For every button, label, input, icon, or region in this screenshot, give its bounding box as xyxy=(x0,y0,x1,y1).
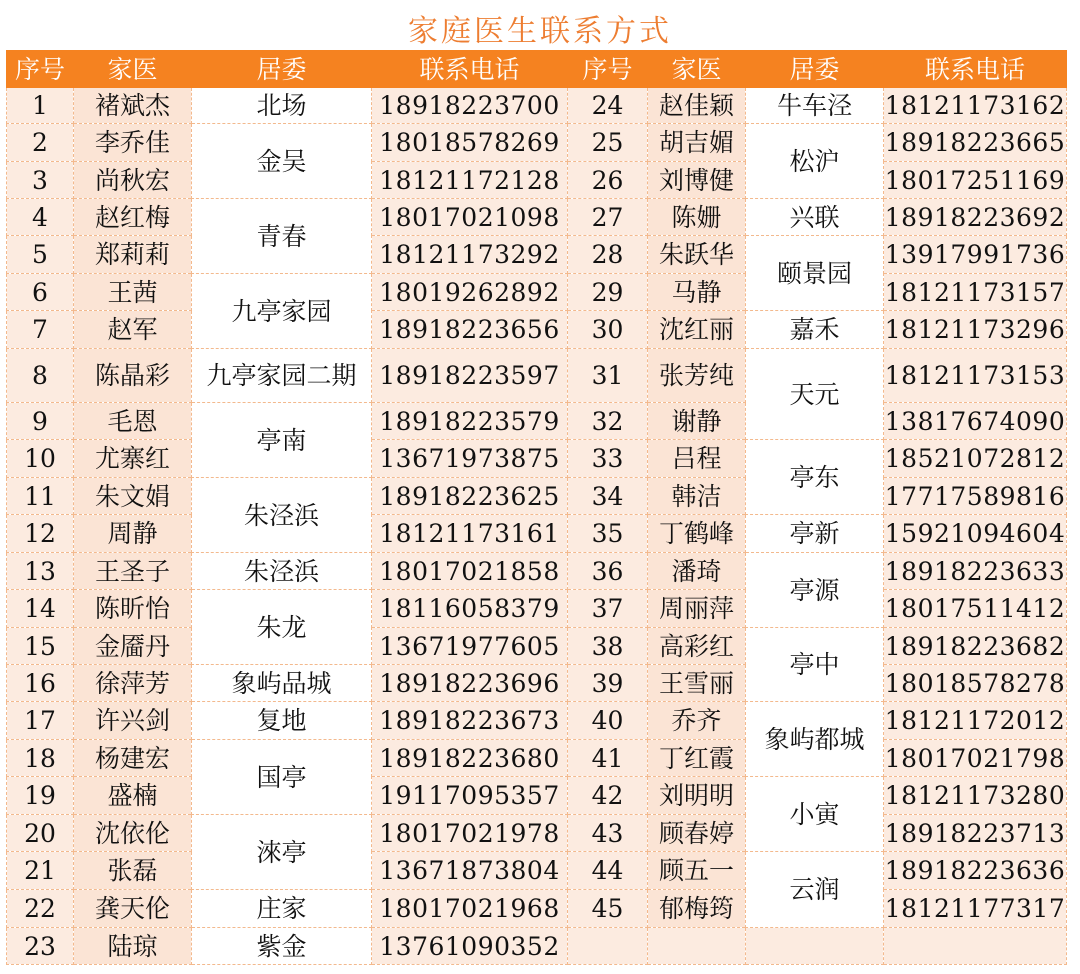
phone-number: 13817674090 xyxy=(884,403,1067,440)
doctor-name: 陆琼 xyxy=(74,928,192,965)
phone-number: 18017251169 xyxy=(884,162,1067,199)
doctor-name: 褚斌杰 xyxy=(74,88,192,124)
row-number: 8 xyxy=(7,349,74,403)
row-number: 40 xyxy=(568,702,648,740)
phone-number: 18918223665 xyxy=(884,124,1067,162)
table-row xyxy=(7,890,1067,928)
contact-table xyxy=(6,50,1067,965)
row-number: 31 xyxy=(568,349,648,403)
doctor-name: 杨建宏 xyxy=(74,740,192,777)
committee-name: 云润 xyxy=(746,852,884,928)
phone-number: 18918223673 xyxy=(372,702,568,740)
table-row xyxy=(7,440,1067,478)
row-number: 15 xyxy=(7,628,74,665)
row-number: 44 xyxy=(568,852,648,890)
table-row xyxy=(7,199,1067,236)
doctor-name: 谢静 xyxy=(648,403,746,440)
doctor-name: 顾春婷 xyxy=(648,815,746,852)
committee-name: 亭新 xyxy=(746,515,884,553)
committee-name: 兴联 xyxy=(746,199,884,236)
committee-name: 小寅 xyxy=(746,777,884,852)
doctor-name: 尚秋宏 xyxy=(74,162,192,199)
header-doctor-2: 家医 xyxy=(648,51,746,88)
row-number: 41 xyxy=(568,740,648,777)
doctor-name: 朱跃华 xyxy=(648,236,746,274)
doctor-name: 王雪丽 xyxy=(648,665,746,702)
phone-number: 18018578278 xyxy=(884,665,1067,702)
row-number: 12 xyxy=(7,515,74,553)
row-number: 21 xyxy=(7,852,74,890)
doctor-name: 尤寨红 xyxy=(74,440,192,478)
committee-name: 嘉禾 xyxy=(746,311,884,349)
row-number: 9 xyxy=(7,403,74,440)
table-row xyxy=(7,349,1067,403)
phone-number: 13671977605 xyxy=(372,628,568,665)
phone-number: 18121173153 xyxy=(884,349,1067,403)
row-number: 16 xyxy=(7,665,74,702)
phone-number: 19117095357 xyxy=(372,777,568,815)
row-number: 39 xyxy=(568,665,648,702)
row-number: 7 xyxy=(7,311,74,349)
row-number: 2 xyxy=(7,124,74,162)
committee-name: 象屿都城 xyxy=(746,702,884,777)
table-row xyxy=(7,740,1067,777)
phone-number: 18918223700 xyxy=(372,88,568,124)
committee-name: 亭南 xyxy=(192,403,372,478)
table-row xyxy=(7,852,1067,890)
phone-number: 18918223680 xyxy=(372,740,568,777)
committee-name: 天元 xyxy=(746,349,884,440)
committee-name: 九亭家园二期 xyxy=(192,349,372,403)
doctor-name: 龚天伦 xyxy=(74,890,192,928)
table-row xyxy=(7,702,1067,740)
table-row xyxy=(7,628,1067,665)
header-committee: 居委 xyxy=(192,51,372,88)
phone-number: 18918223682 xyxy=(884,628,1067,665)
row-number: 17 xyxy=(7,702,74,740)
committee-name: 北场 xyxy=(192,88,372,124)
phone-number: 18017511412 xyxy=(884,590,1067,628)
phone-number: 13671873804 xyxy=(372,852,568,890)
header-no-2: 序号 xyxy=(568,51,648,88)
doctor-name: 陈姗 xyxy=(648,199,746,236)
row-number: 19 xyxy=(7,777,74,815)
doctor-name: 赵佳颖 xyxy=(648,88,746,124)
phone-number: 18121173280 xyxy=(884,777,1067,815)
committee-name: 复地 xyxy=(192,702,372,740)
phone-number: 13761090352 xyxy=(372,928,568,965)
row-number: 20 xyxy=(7,815,74,852)
doctor-name: 毛恩 xyxy=(74,403,192,440)
doctor-name: 周丽萍 xyxy=(648,590,746,628)
row-number: 43 xyxy=(568,815,648,852)
phone-number: 18918223579 xyxy=(372,403,568,440)
phone-number: 18918223656 xyxy=(372,311,568,349)
table-row xyxy=(7,162,1067,199)
row-number: 11 xyxy=(7,478,74,515)
phone-number: 18918223597 xyxy=(372,349,568,403)
doctor-name: 李乔佳 xyxy=(74,124,192,162)
phone-number: 18121173162 xyxy=(884,88,1067,124)
phone-number: 18121177317 xyxy=(884,890,1067,928)
table-row xyxy=(7,236,1067,274)
phone-number: 18017021968 xyxy=(372,890,568,928)
doctor-name: 高彩红 xyxy=(648,628,746,665)
doctor-name: 马静 xyxy=(648,274,746,311)
row-number: 26 xyxy=(568,162,648,199)
doctor-name: 丁红霞 xyxy=(648,740,746,777)
table-row xyxy=(7,311,1067,349)
doctor-name: 盛楠 xyxy=(74,777,192,815)
committee-name: 青春 xyxy=(192,199,372,274)
doctor-name: 陈昕怡 xyxy=(74,590,192,628)
phone-number: 18017021798 xyxy=(884,740,1067,777)
doctor-name: 许兴剑 xyxy=(74,702,192,740)
row-number: 10 xyxy=(7,440,74,478)
phone-number: 17717589816 xyxy=(884,478,1067,515)
committee-name: 亭中 xyxy=(746,628,884,702)
committee-name: 颐景园 xyxy=(746,236,884,311)
doctor-name: 沈依伦 xyxy=(74,815,192,852)
table-row xyxy=(7,777,1067,815)
committee-name: 象屿品城 xyxy=(192,665,372,702)
doctor-name: 朱文娟 xyxy=(74,478,192,515)
table-row xyxy=(7,815,1067,852)
phone-number: 18017021098 xyxy=(372,199,568,236)
row-number: 5 xyxy=(7,236,74,274)
header-phone: 联系电话 xyxy=(372,51,568,88)
doctor-name: 胡吉媚 xyxy=(648,124,746,162)
table-row xyxy=(7,124,1067,162)
committee-name: 九亭家园 xyxy=(192,274,372,349)
phone-number: 18121173157 xyxy=(884,274,1067,311)
row-number: 23 xyxy=(7,928,74,965)
row-number: 35 xyxy=(568,515,648,553)
phone-number: 18121173292 xyxy=(372,236,568,274)
phone-number: 18017021858 xyxy=(372,553,568,590)
doctor-name: 丁鹤峰 xyxy=(648,515,746,553)
table-row xyxy=(7,88,1067,124)
table-row xyxy=(7,665,1067,702)
row-number: 32 xyxy=(568,403,648,440)
committee-name: 松沪 xyxy=(746,124,884,199)
doctor-name: 潘琦 xyxy=(648,553,746,590)
doctor-name: 赵红梅 xyxy=(74,199,192,236)
doctor-name: 周静 xyxy=(74,515,192,553)
phone-number: 18918223625 xyxy=(372,478,568,515)
phone-number: 18116058379 xyxy=(372,590,568,628)
header-no: 序号 xyxy=(7,51,74,88)
phone-number: 18918223692 xyxy=(884,199,1067,236)
doctor-name: 吕程 xyxy=(648,440,746,478)
row-number: 24 xyxy=(568,88,648,124)
committee-name: 金吴 xyxy=(192,124,372,199)
row-number: 1 xyxy=(7,88,74,124)
phone-number: 18121173161 xyxy=(372,515,568,553)
table-row xyxy=(7,553,1067,590)
phone-number: 18121173296 xyxy=(884,311,1067,349)
doctor-name: 刘明明 xyxy=(648,777,746,815)
committee-name: 紫金 xyxy=(192,928,372,965)
row-number: 14 xyxy=(7,590,74,628)
phone-number: 18017021978 xyxy=(372,815,568,852)
doctor-name: 王茜 xyxy=(74,274,192,311)
committee-name: 朱泾浜 xyxy=(192,478,372,553)
row-number: 28 xyxy=(568,236,648,274)
doctor-name: 张磊 xyxy=(74,852,192,890)
row-number: 42 xyxy=(568,777,648,815)
empty-cell xyxy=(568,928,648,965)
table-row xyxy=(7,478,1067,515)
doctor-name: 韩洁 xyxy=(648,478,746,515)
empty-cell xyxy=(884,928,1067,965)
phone-number: 13917991736 xyxy=(884,236,1067,274)
header-phone-2: 联系电话 xyxy=(884,51,1067,88)
row-number: 37 xyxy=(568,590,648,628)
row-number: 34 xyxy=(568,478,648,515)
table-row xyxy=(7,590,1067,628)
page-title: 家庭医生联系方式 xyxy=(408,14,672,49)
row-number: 38 xyxy=(568,628,648,665)
committee-name: 亭源 xyxy=(746,553,884,628)
row-number: 22 xyxy=(7,890,74,928)
doctor-name: 金靥丹 xyxy=(74,628,192,665)
row-number: 3 xyxy=(7,162,74,199)
doctor-name: 刘博健 xyxy=(648,162,746,199)
table-row xyxy=(7,928,1067,965)
row-number: 6 xyxy=(7,274,74,311)
doctor-name: 沈红丽 xyxy=(648,311,746,349)
phone-number: 18121172012 xyxy=(884,702,1067,740)
committee-name: 国亭 xyxy=(192,740,372,815)
doctor-name: 乔齐 xyxy=(648,702,746,740)
doctor-name: 陈晶彩 xyxy=(74,349,192,403)
phone-number: 18121172128 xyxy=(372,162,568,199)
empty-cell xyxy=(746,928,884,965)
committee-name: 亭东 xyxy=(746,440,884,515)
committee-name: 朱泾浜 xyxy=(192,553,372,590)
committee-name: 淶亭 xyxy=(192,815,372,890)
header-row xyxy=(7,51,1067,88)
doctor-name: 赵军 xyxy=(74,311,192,349)
table-row xyxy=(7,515,1067,553)
row-number: 36 xyxy=(568,553,648,590)
row-number: 13 xyxy=(7,553,74,590)
doctor-name: 郁梅筠 xyxy=(648,890,746,928)
row-number: 45 xyxy=(568,890,648,928)
doctor-name: 张芳纯 xyxy=(648,349,746,403)
row-number: 29 xyxy=(568,274,648,311)
doctor-name: 郑莉莉 xyxy=(74,236,192,274)
table-row xyxy=(7,274,1067,311)
committee-name: 庄家 xyxy=(192,890,372,928)
table-row xyxy=(7,403,1067,440)
phone-number: 18918223713 xyxy=(884,815,1067,852)
phone-number: 18918223633 xyxy=(884,553,1067,590)
empty-cell xyxy=(648,928,746,965)
header-committee-2: 居委 xyxy=(746,51,884,88)
committee-name: 牛车泾 xyxy=(746,88,884,124)
row-number: 33 xyxy=(568,440,648,478)
doctor-name: 王圣子 xyxy=(74,553,192,590)
phone-number: 18918223636 xyxy=(884,852,1067,890)
header-doctor: 家医 xyxy=(74,51,192,88)
row-number: 30 xyxy=(568,311,648,349)
phone-number: 18918223696 xyxy=(372,665,568,702)
phone-number: 18019262892 xyxy=(372,274,568,311)
row-number: 27 xyxy=(568,199,648,236)
phone-number: 18521072812 xyxy=(884,440,1067,478)
phone-number: 13671973875 xyxy=(372,440,568,478)
phone-number: 18018578269 xyxy=(372,124,568,162)
row-number: 18 xyxy=(7,740,74,777)
committee-name: 朱龙 xyxy=(192,590,372,665)
row-number: 25 xyxy=(568,124,648,162)
phone-number: 15921094604 xyxy=(884,515,1067,553)
doctor-name: 徐萍芳 xyxy=(74,665,192,702)
row-number: 4 xyxy=(7,199,74,236)
doctor-name: 顾五一 xyxy=(648,852,746,890)
